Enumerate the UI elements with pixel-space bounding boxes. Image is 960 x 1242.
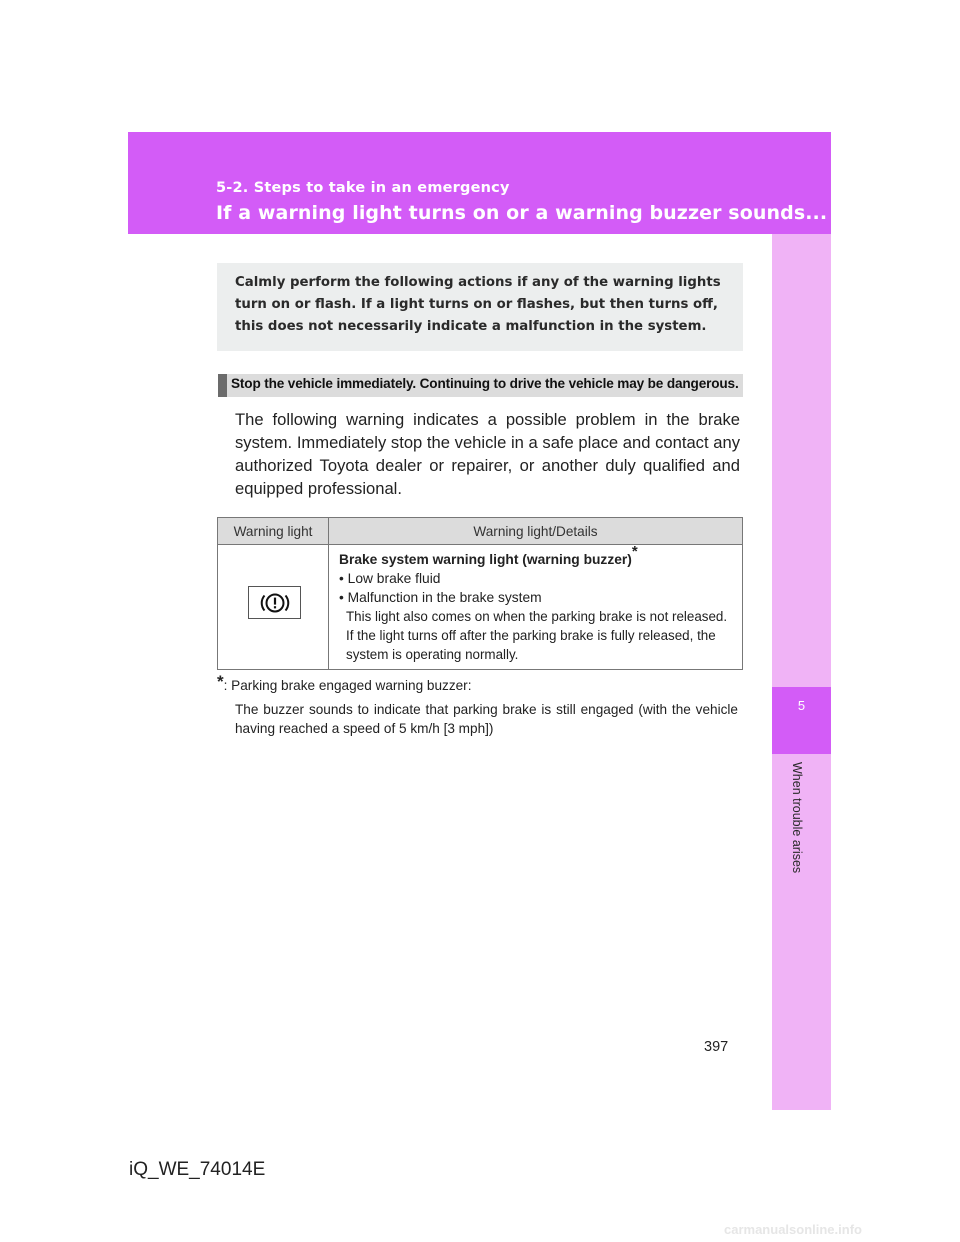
detail-bullet: • Low brake fluid	[339, 571, 441, 586]
table-header-row	[218, 518, 743, 545]
section-label: 5-2. Steps to take in an emergency	[216, 180, 510, 196]
intro-text: Calmly perform the following actions if any of the warning lights turn on or flash. If a light turns on or flashes, but then turns off, this does not necessarily indicate a malfunction in the system.	[235, 275, 721, 334]
chapter-number: 5	[797, 698, 806, 713]
watermark: carmanualsonline.info	[724, 1222, 862, 1237]
warning-light-icon-cell	[218, 545, 329, 670]
detail-title	[339, 543, 732, 569]
detail-bullet: • Malfunction in the brake system	[339, 590, 542, 605]
intro-box	[217, 263, 743, 351]
footnote-label	[217, 672, 472, 695]
detail-note: This light also comes on when the parking brake is not released. If the light turns off after the parking brake is fully released, the system is operating normally.	[346, 609, 728, 662]
warning-bar	[218, 374, 743, 397]
document-code: iQ_WE_74014E	[129, 1159, 266, 1180]
table-row	[218, 545, 743, 670]
page-number: 397	[704, 1039, 729, 1055]
brake-warning-icon	[248, 586, 301, 619]
warning-bar-text: Stop the vehicle immediately. Continuing to drive the vehicle may be dangerous.	[231, 376, 739, 391]
warning-light-table	[217, 517, 743, 670]
body-paragraph: The following warning indicates a possible problem in the brake system. Immediately stop the vehicle in a safe place and contact any authorized Toyota dealer or repairer, or another duly qualified and equipped professional.	[235, 410, 740, 498]
chapter-side-strip	[772, 234, 831, 1110]
table-header-warning-light: Warning light	[218, 518, 329, 545]
detail-title-marker: *	[631, 543, 638, 561]
warning-details-cell	[329, 545, 743, 670]
page-title: If a warning light turns on or a warning buzzer sounds...	[216, 202, 828, 224]
detail-title-text: Brake system warning light (warning buzzer)	[339, 552, 632, 567]
header-band	[128, 132, 831, 234]
chapter-tab[interactable]	[772, 687, 831, 754]
footnote-marker: *	[217, 672, 224, 691]
table-header-details: Warning light/Details	[329, 518, 743, 545]
chapter-title: When trouble arises	[790, 762, 804, 874]
footnote-label-text: : Parking brake engaged warning buzzer:	[223, 678, 472, 693]
footnote-text: The buzzer sounds to indicate that parking brake is still engaged (with the vehicle having reached a speed of 5 km/h [3 mph])	[235, 702, 738, 736]
